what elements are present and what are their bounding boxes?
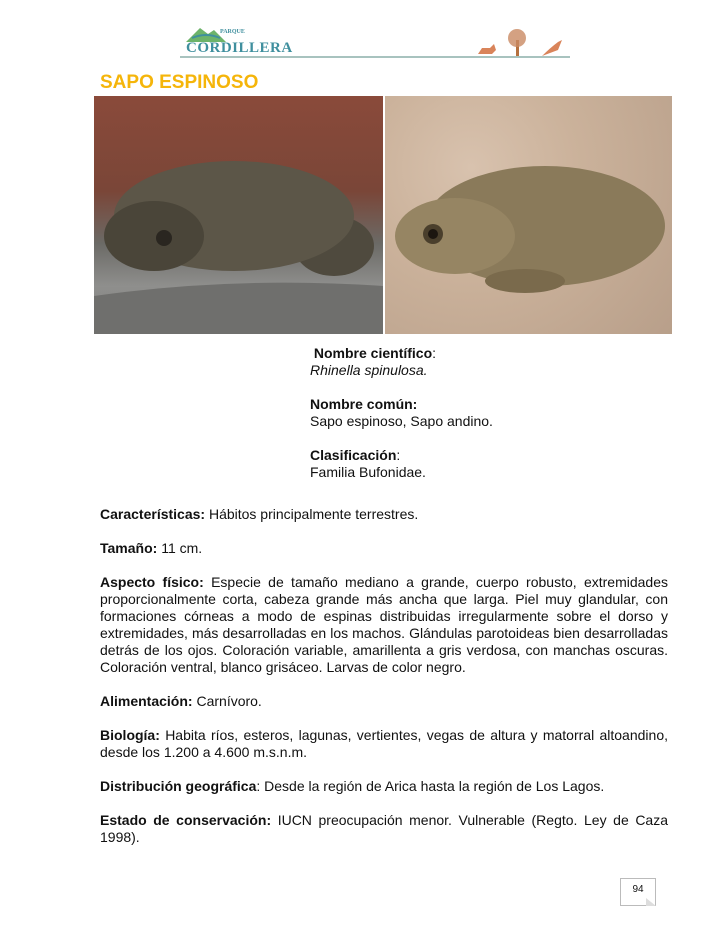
scientific-name-value: Rhinella spinulosa. (310, 362, 428, 378)
toad-on-gravel-image-icon (385, 96, 672, 334)
toad-on-rock-image-icon (94, 96, 383, 334)
section-label: Biología: (100, 727, 160, 743)
section-text: Hábitos principalmente terrestres. (205, 506, 419, 522)
section-characteristics (100, 506, 668, 523)
common-name-block (310, 396, 493, 430)
logo-small-text: PARQUE (220, 29, 245, 35)
classification-value: Familia Bufonidae. (310, 464, 426, 480)
section-label: Tamaño: (100, 540, 158, 556)
section-label: Distribución geográfica (100, 778, 257, 794)
page-number (620, 878, 656, 906)
scientific-name-label: Nombre científico (313, 345, 433, 361)
section-size (100, 540, 668, 557)
section-conservation (100, 812, 668, 846)
section-appearance (100, 574, 668, 676)
section-biology (100, 727, 668, 761)
logo-text: CORDILLERA (186, 40, 293, 56)
section-label: Alimentación: (100, 693, 193, 709)
species-info (310, 345, 493, 498)
fox-tree-bird-illustration-icon (470, 28, 570, 58)
section-label: Estado de conservación: (100, 812, 272, 828)
section-text: 11 cm. (157, 540, 203, 556)
page-fold-icon (646, 898, 656, 906)
species-description (100, 506, 668, 863)
section-text: IUCN preocupación menor. Vulnerable (Regto. Ley de Caza 1998). (100, 812, 669, 845)
page-header (180, 26, 570, 62)
section-diet (100, 693, 668, 710)
classification-block: Clasificación: Familia Bufonidae. (310, 447, 493, 481)
scientific-name-block: Nombre científico: Rhinella spinulosa. (310, 345, 437, 378)
section-text: Habita ríos, esteros, lagunas, vertientes, vegas de altura y matorral altoandino, desde los 1.200 a 4.600 m.s.n.m. (100, 727, 668, 760)
page-title: SAPO ESPINOSO (100, 72, 259, 93)
section-text: Carnívoro. (192, 693, 262, 709)
toad-photo-right (385, 96, 672, 334)
section-text: Especie de tamaño mediano a grande, cuerpo robusto, extremidades proporcionalmente corta, cabeza grande más ancha que larga. Piel muy glandular, con formaciones córneas a modo de espinas distribuidas irregularmente sobre el dorso y extremidades, más desarrolladas en los machos. Glándulas parotoideas bien desarrolladas detrás de los ojos. Coloración variable, amarillenta a gris verdosa, con manchas oscuras. Coloración ventral, blanco grisáceo. Larvas de color negro. (100, 574, 668, 675)
common-name-label: Nombre común: (310, 396, 418, 412)
page-number-text: 94 (632, 884, 644, 895)
section-label: Aspecto físico: (100, 574, 204, 590)
section-label: Características: (100, 506, 206, 522)
classification-label: Clasificación (310, 447, 397, 463)
section-text: : Desde la región de Arica hasta la región de Los Lagos. (256, 778, 605, 794)
toad-photo-left (94, 96, 383, 334)
section-distribution (100, 778, 668, 795)
common-name-value: Sapo espinoso, Sapo andino. (310, 413, 493, 429)
